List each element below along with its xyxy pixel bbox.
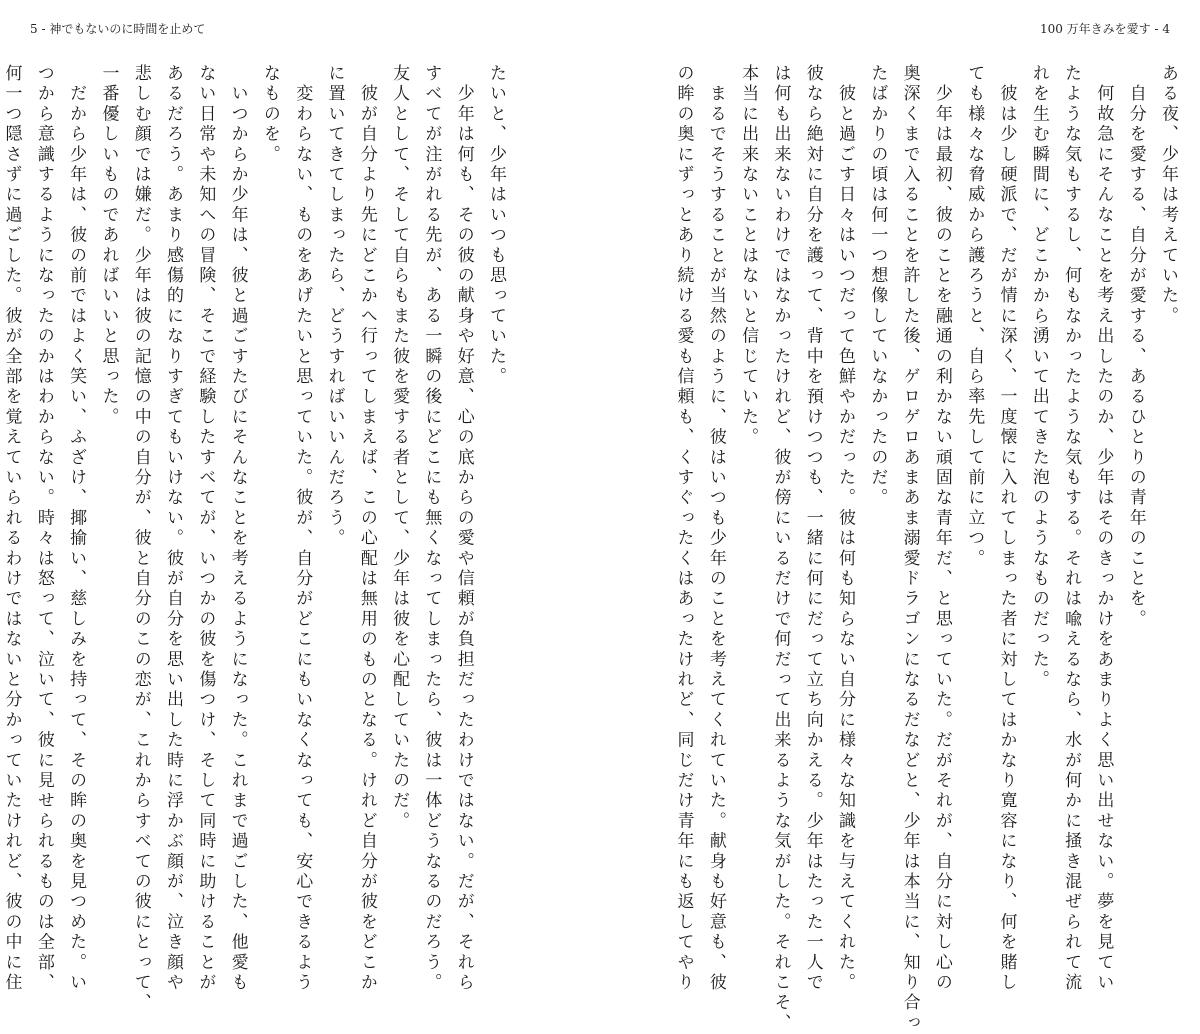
text-line: 彼は少し硬派で、だが情に深く、一度懐に入れてしまった者に対してはかなり寛容になり、何を賭し — [996, 64, 1017, 994]
left-page-header: 5 - 神でもないのに時間を止めて — [30, 22, 206, 36]
text-line: 彼が自分より先にどこかへ行ってしまえば、この心配は無用のものとなる。けれど自分が彼をどこか — [356, 64, 377, 994]
right-page-text — [673, 64, 1184, 1034]
text-line: ない日常や未知への冒険、そこで経験したすべてが、いつかの彼を傷つけ、そして同時に助けることが — [195, 64, 216, 994]
text-line: だから少年は、彼の前ではよく笑い、ふざけ、揶揄い、慈しみを持って、その眸の奥を見つめた。い — [66, 64, 87, 994]
text-line: あるだろう。あまり感傷的になりすぎてもいけない。彼が自分を思い出した時に浮かぶ顔が、泣き顔や — [163, 64, 184, 994]
text-line: たばかりの頃は何一つ想像していなかったのだ。 — [867, 64, 888, 509]
left-page-text — [1, 64, 512, 1014]
text-line: 悲しむ顔では嫌だ。少年は彼の記憶の中の自分が、彼と自分のこの恋が、これからすべての彼にとって、 — [130, 64, 151, 1014]
text-line: 彼と過ごす日々はいつだって色鮮やかだった。彼は何も知らない自分に様々な知識を与えてくれた。 — [835, 64, 856, 994]
text-line: 何故急にそんなことを考え出したのか、少年はそのきっかけをあまりよく思い出せない。夢を見てい — [1093, 64, 1114, 994]
text-line: つから意識するようになったのかはわからない。時々は怒って、泣いて、彼に見せられるものは全部、 — [33, 64, 54, 994]
text-line: 彼なら絶対に自分を護って、背中を預けつつも、一緒に何にだって立ち向かえる。少年はたった一人で — [802, 64, 823, 994]
text-line: の眸の奥にずっとあり続ける愛も信頼も、くすぐったくはあったけれど、同じだけ青年にも返してやり — [673, 64, 694, 994]
text-line: たいと、少年はいつも思っていた。 — [486, 64, 506, 388]
text-line: まるでそうすることが当然のように、彼はいつも少年のことを考えてくれていた。献身も好意も、彼 — [705, 64, 726, 994]
text-line: 友人として、そして自らもまた彼を愛する者として、少年は彼を心配していたのだ。 — [389, 64, 410, 832]
text-line: 自分を愛する、自分が愛する、あるひとりの青年のことを。 — [1125, 64, 1146, 630]
text-line: 少年は最初、彼のことを融通の利かない頑固な青年だ、と思っていた。だがそれが、自分に対し心の — [931, 64, 952, 994]
text-line: 少年は何も、その彼の献身や好意、心の底からの愛や信頼が負担だったわけではない。だが、それら — [453, 64, 474, 994]
text-line: 一番優しいものであればいいと思った。 — [98, 64, 119, 428]
text-line: いつからか少年は、彼と過ごすたびにそんなことを考えるようになった。これまで過ごした、他愛も — [227, 64, 248, 994]
text-line: 本当に出来ないことはないと信じていた。 — [738, 64, 759, 448]
text-line: 何一つ隠さずに過ごした。彼が全部を覚えていられるわけではないと分かっていたけれど、彼の中に住 — [1, 64, 22, 994]
text-line: れを生む瞬間に、どこかから湧いて出てきた泡のようなものだった。 — [1028, 64, 1049, 691]
text-line: ても様々な脅威から護ろうと、自ら率先して前に立つ。 — [964, 64, 985, 569]
text-line: は何も出来ないわけではなかったけれど、彼が傍にいるだけで何だって出来るような気がした。それこそ、 — [770, 64, 791, 1034]
text-line: 奥深くまで入ることを許した後、ゲロゲロあまあま溺愛ドラゴンになるだなどと、少年は本当に、知り合っ — [899, 64, 920, 1034]
right-page-header: 100 万年きみを愛す - 4 — [1039, 22, 1170, 36]
text-line: すべてが注がれる先が、ある一瞬の後にどこにも無くなってしまったら、彼は一体どうなるのだろう。 — [421, 64, 442, 994]
text-line: ある夜、少年は考えていた。 — [1158, 64, 1178, 327]
text-line: 変わらない、ものをあげたいと思っていた。彼が、自分がどこにもいなくなっても、安心できるよう — [292, 64, 313, 994]
text-line: たような気もするし、何もなかったような気もする。それは喩えるなら、水が何かに掻き混ぜられて流 — [1061, 64, 1082, 994]
text-line: に置いてきてしまったら、どうすればいいんだろう。 — [324, 64, 345, 549]
text-line: なものを。 — [259, 64, 280, 165]
